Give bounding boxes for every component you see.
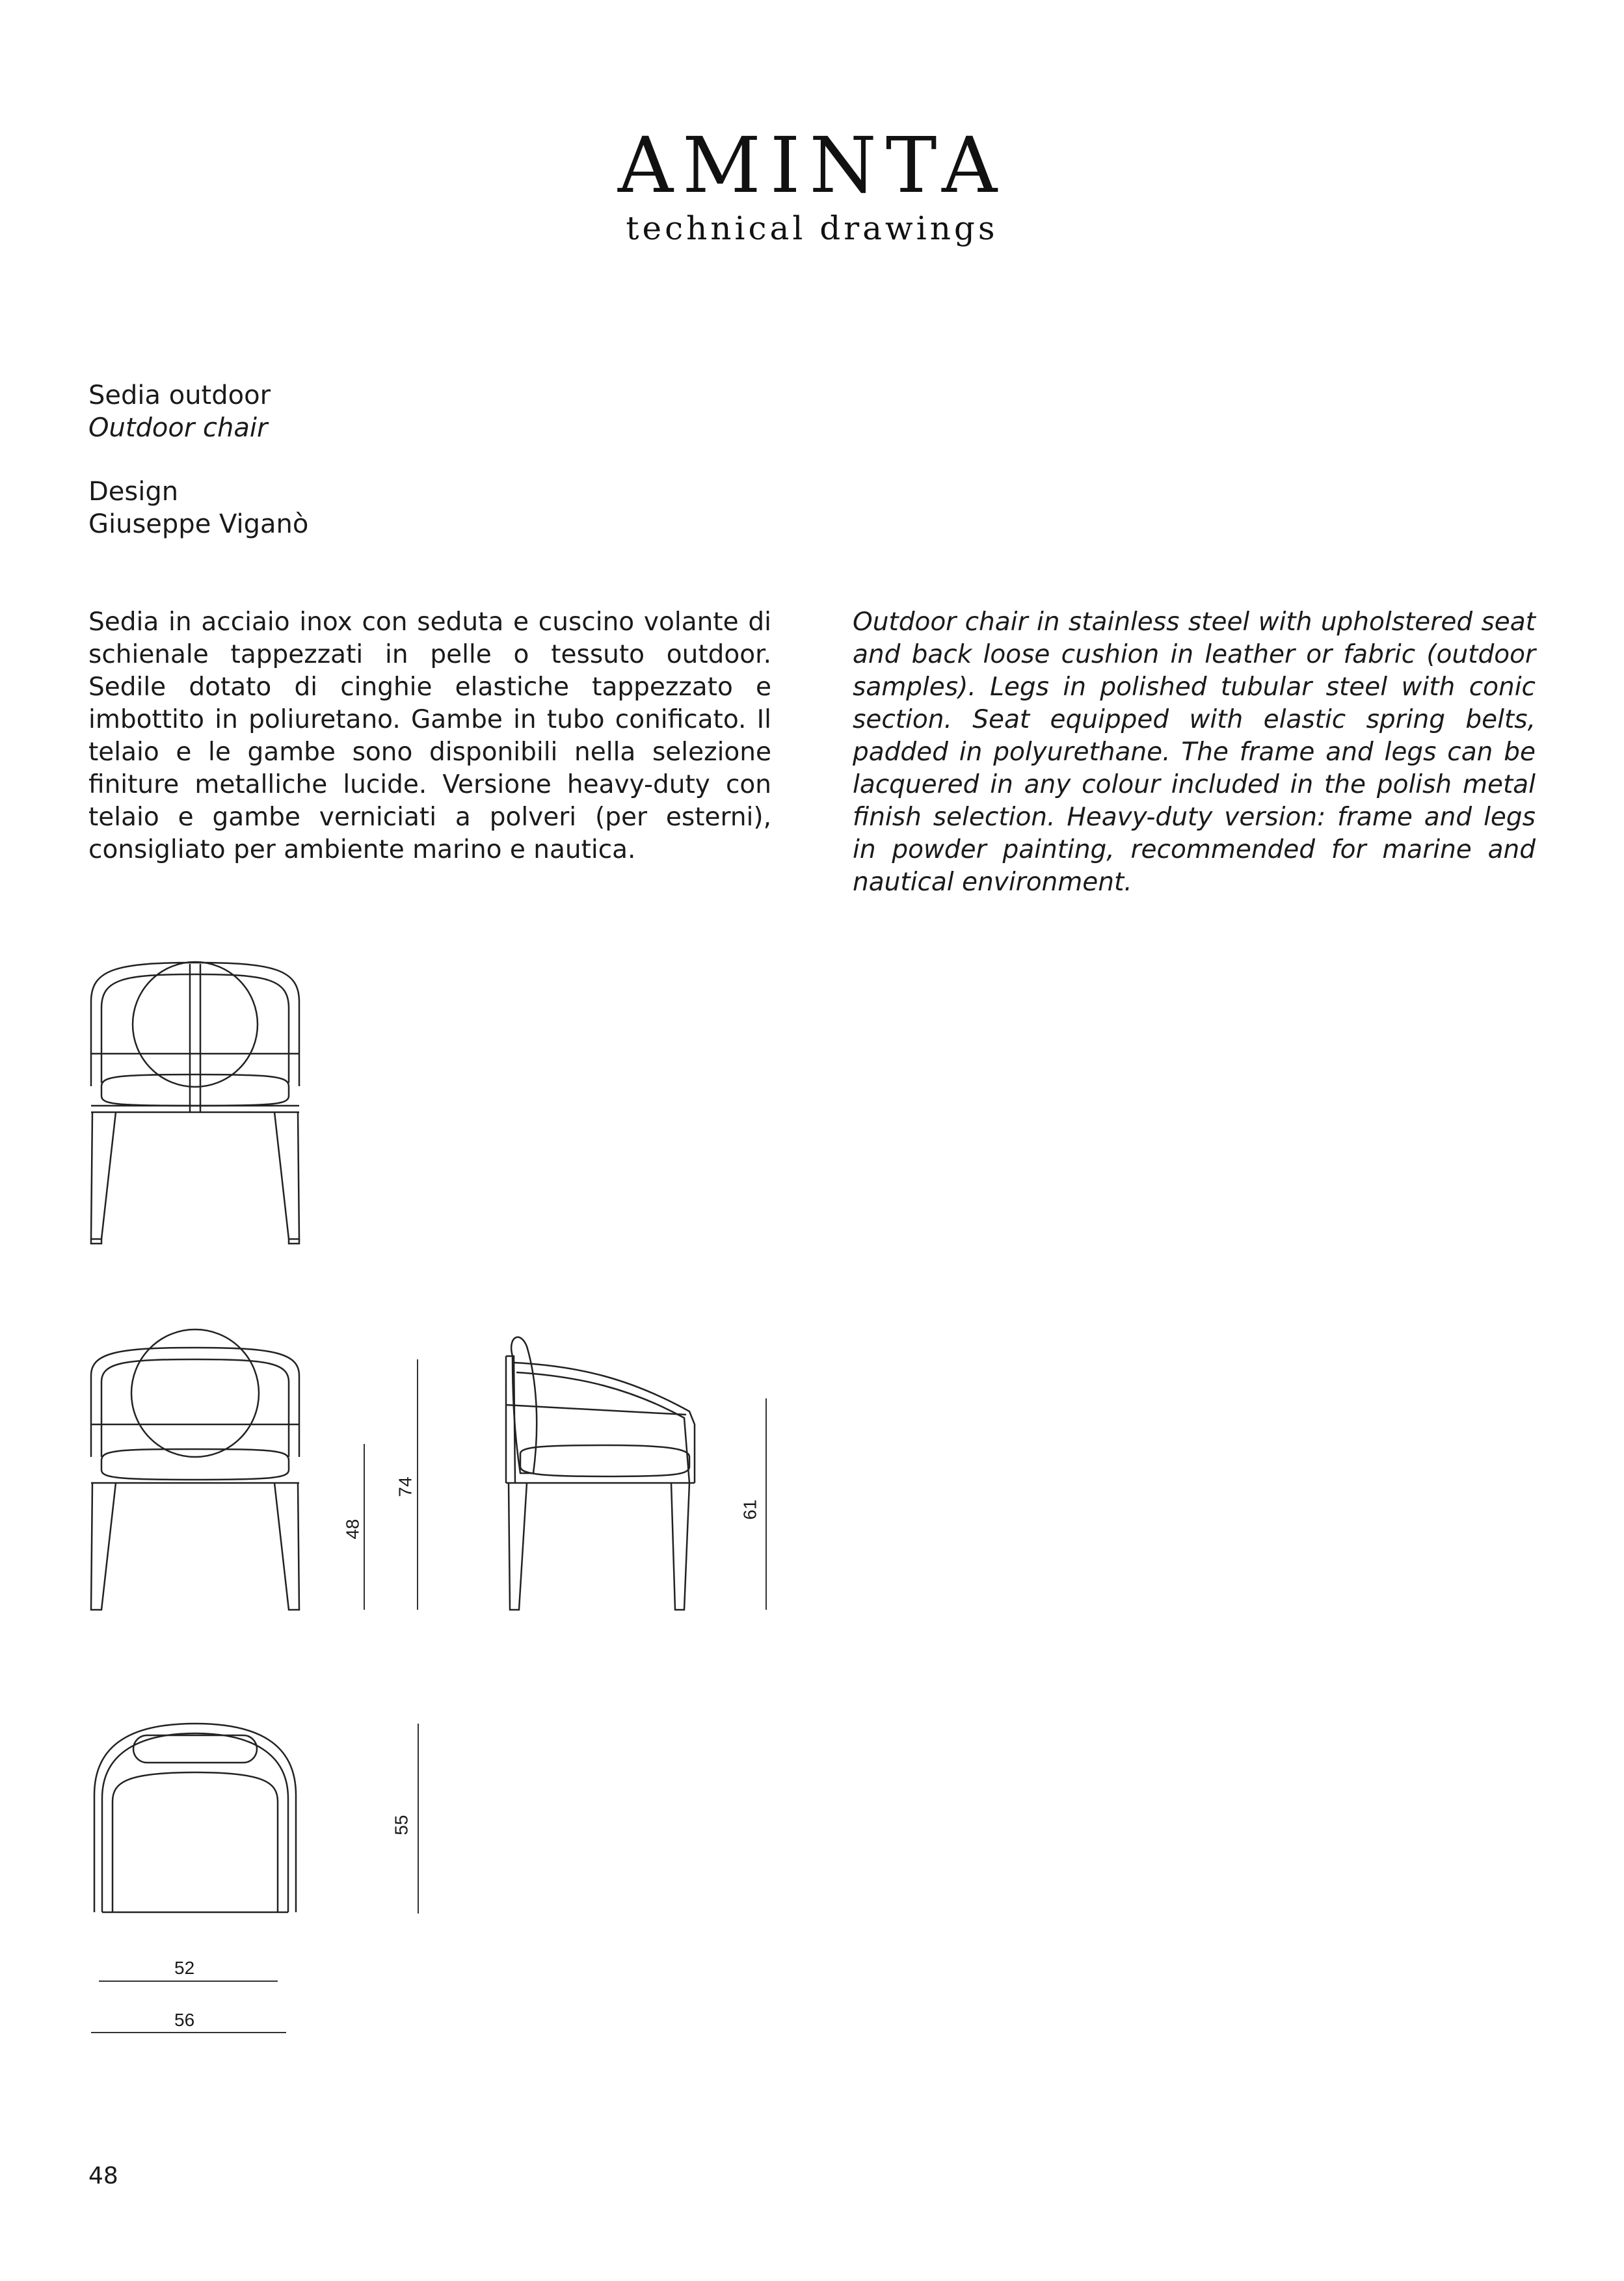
top-view-drawing: [88, 1717, 302, 1919]
seat-width-dimension-line: [99, 1979, 281, 1983]
page-title: AMINTA: [617, 120, 1007, 210]
description-en: Outdoor chair in stainless steel with upholstered seat and back loose cushion in leather or fabric (outdoor samples). Legs in polished tubular steel with conic section. Seat equipped with elastic spring belts, padded in polyurethane. The frame and legs can be lacquered in any colour included in the polish metal finish selection. Heavy-duty version: frame and legs in powder painting, recommended for marine and nautical environment.: [853, 607, 1536, 897]
front-view-dimensioned-drawing: [78, 1327, 312, 1620]
product-type-en: Outdoor chair: [88, 413, 268, 443]
description-it: Sedia in acciaio inox con seduta e cuscino volante di schienale tappezzati in pelle o tessuto outdoor. Sedile dotato di cinghie elastiche tappezzato e imbottito in poliuretano. Gambe in tubo conificato. Il telaio e le gambe sono disponibili nella selezione finiture metalliche lucide. Versione heavy-duty con telaio e gambe verniciati a polveri (per esterni), consigliato per ambiente marino e nautica.: [88, 607, 771, 864]
arm-height-dimension-line: [761, 1398, 774, 1613]
design-label: Design: [88, 477, 179, 507]
total-width-dimension-line: [91, 2031, 289, 2034]
dim-total-height: 74: [395, 1476, 416, 1497]
designer-name: Giuseppe Viganò: [88, 509, 309, 539]
page-subtitle: technical drawings: [626, 209, 998, 247]
depth-dimension-line: [413, 1724, 426, 1919]
page-number: 48: [88, 2163, 118, 2189]
dim-depth: 55: [391, 1815, 412, 1835]
side-view-drawing: [501, 1327, 709, 1620]
dim-seat-width: 52: [174, 1958, 195, 1978]
dim-total-width: 56: [174, 2010, 195, 2030]
design-credit: [88, 475, 308, 540]
product-type-it: Sedia outdoor: [88, 380, 271, 410]
dim-arm-height: 61: [739, 1499, 760, 1520]
product-type: [88, 379, 271, 444]
dim-seat-height: 48: [342, 1519, 363, 1540]
front-view-drawing: [78, 950, 312, 1249]
